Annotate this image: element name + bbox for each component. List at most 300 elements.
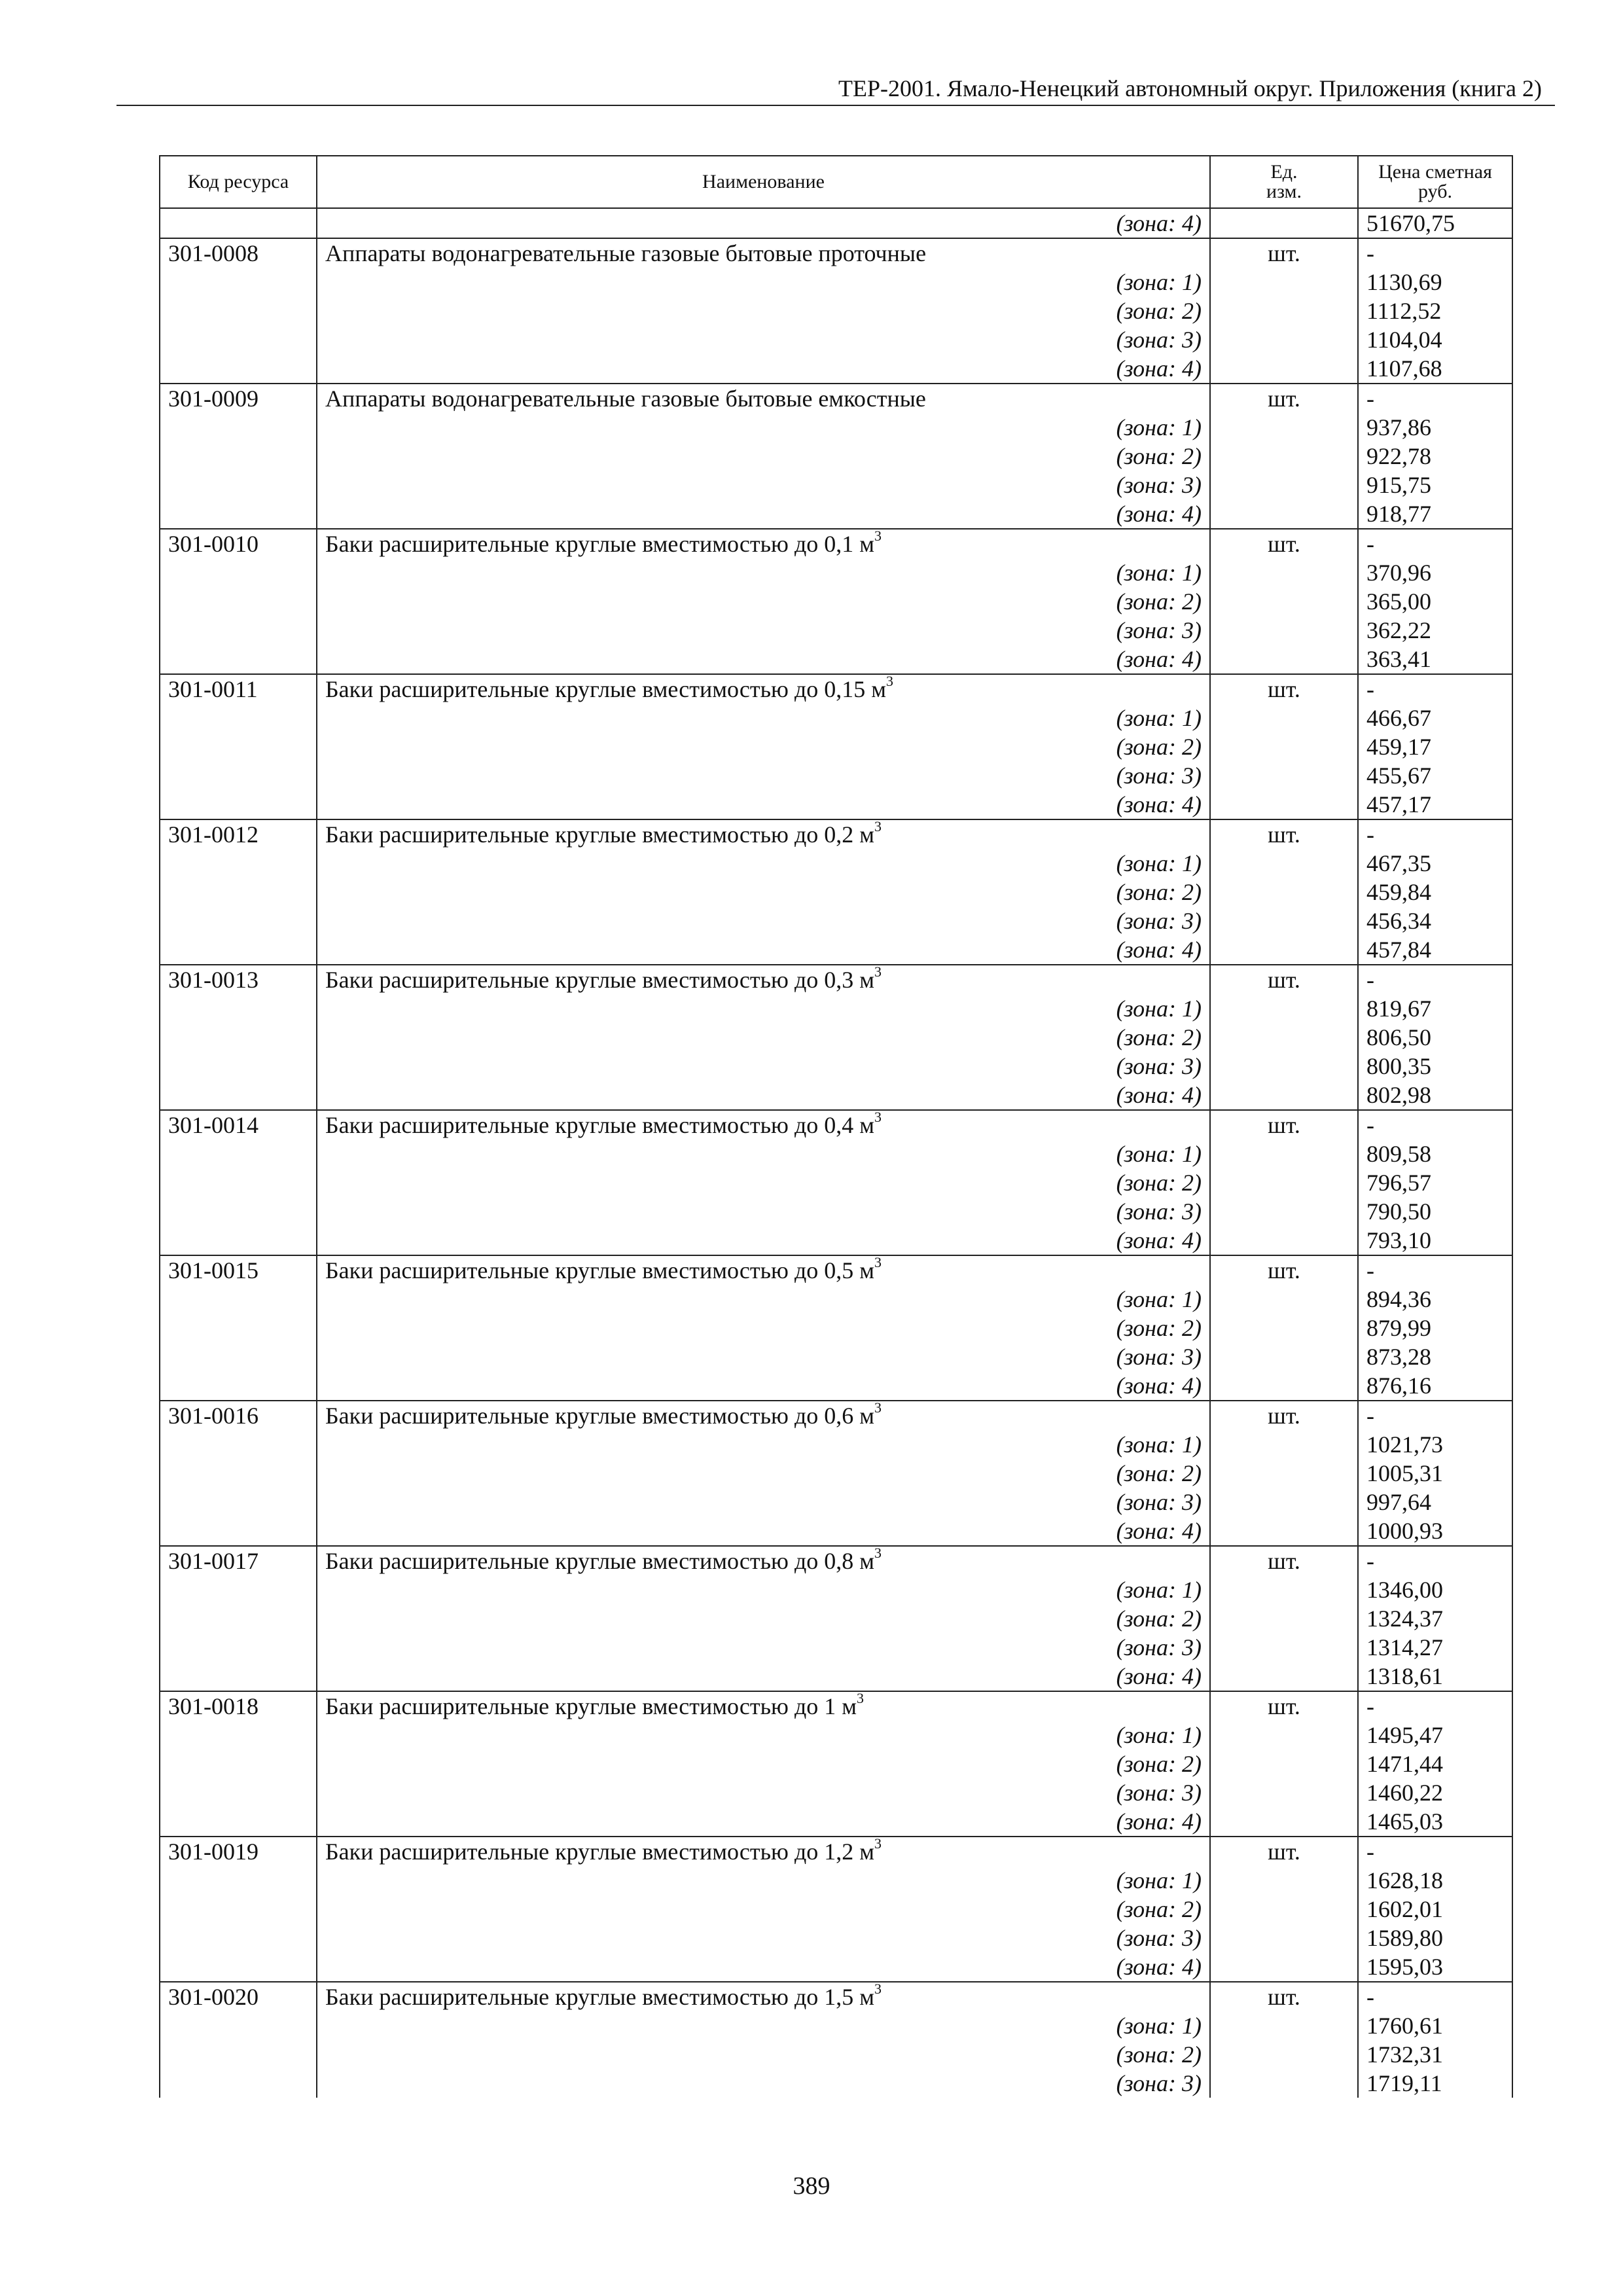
resource-code: 301-0010: [160, 529, 317, 558]
base-price: -: [1358, 674, 1512, 704]
zone-unit-cell: [1210, 1342, 1358, 1371]
header-title: ТЕР-2001. Ямало-Ненецкий автономный округ. Приложения (книга 2): [838, 75, 1542, 101]
zone-code-cell: [160, 325, 317, 354]
base-price: -: [1358, 1982, 1512, 2011]
zone-price: 466,67: [1358, 704, 1512, 732]
zone-row: [160, 413, 1512, 442]
zone-price: 806,50: [1358, 1023, 1512, 1052]
zone-price: 790,50: [1358, 1197, 1512, 1226]
zone-unit-cell: [1210, 1516, 1358, 1546]
zone-code-cell: [160, 1952, 317, 1982]
zone-price: 997,64: [1358, 1488, 1512, 1516]
zone-label: (зона: 1): [317, 849, 1210, 878]
zone-price: 1719,11: [1358, 2069, 1512, 2098]
zone-unit-cell: [1210, 1575, 1358, 1604]
zone-row: [160, 1342, 1512, 1371]
price-table: [159, 155, 1513, 2098]
zone-unit-cell: [1210, 1285, 1358, 1314]
zone-row: [160, 1866, 1512, 1895]
resource-code: 301-0012: [160, 819, 317, 849]
zone-code-cell: [160, 1430, 317, 1459]
zone-row: [160, 732, 1512, 761]
zone-row: [160, 587, 1512, 616]
unit-of-measure: шт.: [1210, 1691, 1358, 1721]
resource-name-text: Баки расширительные круглые вместимостью до 0,3 м: [325, 967, 875, 993]
zone-price: 1346,00: [1358, 1575, 1512, 1604]
zone-code-cell: [160, 268, 317, 296]
zone-code-cell: [160, 587, 317, 616]
resource-name-text: Баки расширительные круглые вместимостью до 0,5 м: [325, 1257, 875, 1283]
resource-name: [317, 1546, 1210, 1575]
zone-price: 457,17: [1358, 790, 1512, 819]
zone-code-cell: [160, 499, 317, 529]
resource-name-text: Баки расширительные круглые вместимостью до 0,4 м: [325, 1112, 875, 1138]
zone-row: [160, 2040, 1512, 2069]
zone-price: 1595,03: [1358, 1952, 1512, 1982]
zone-price: 467,35: [1358, 849, 1512, 878]
continuation-code-cell: [160, 208, 317, 238]
zone-label: (зона: 2): [317, 1168, 1210, 1197]
resource-name: [317, 1982, 1210, 2011]
zone-label: (зона: 2): [317, 732, 1210, 761]
zone-price: 802,98: [1358, 1081, 1512, 1110]
zone-label: (зона: 3): [317, 325, 1210, 354]
zone-row: [160, 1516, 1512, 1546]
base-price: -: [1358, 1837, 1512, 1866]
zone-label: (зона: 1): [317, 2011, 1210, 2040]
unit-superscript: 3: [874, 1546, 882, 1561]
zone-code-cell: [160, 761, 317, 790]
zone-unit-cell: [1210, 761, 1358, 790]
table-row: [160, 1255, 1512, 1285]
zone-label: (зона: 3): [317, 1052, 1210, 1081]
resource-name-text: Баки расширительные круглые вместимостью до 0,2 м: [325, 821, 875, 848]
zone-price: 1324,37: [1358, 1604, 1512, 1633]
unit-superscript: 3: [874, 1982, 882, 1997]
zone-row: [160, 1952, 1512, 1982]
zone-code-cell: [160, 2011, 317, 2040]
zone-price: 370,96: [1358, 558, 1512, 587]
zone-price: 456,34: [1358, 906, 1512, 935]
unit-of-measure: шт.: [1210, 1837, 1358, 1866]
unit-of-measure: шт.: [1210, 965, 1358, 994]
zone-row: [160, 761, 1512, 790]
zone-code-cell: [160, 1139, 317, 1168]
zone-row: [160, 1052, 1512, 1081]
table-row: [160, 384, 1512, 413]
zone-code-cell: [160, 1226, 317, 1255]
zone-row: [160, 616, 1512, 645]
unit-of-measure: шт.: [1210, 384, 1358, 413]
zone-price: 362,22: [1358, 616, 1512, 645]
zone-code-cell: [160, 1052, 317, 1081]
zone-label: (зона: 4): [317, 790, 1210, 819]
page-header: [116, 72, 1555, 106]
unit-superscript: 3: [874, 1255, 882, 1270]
zone-price: 459,84: [1358, 878, 1512, 906]
continuation-unit-cell: [1210, 208, 1358, 238]
column-header-price-line1: Цена сметная: [1378, 161, 1492, 183]
zone-code-cell: [160, 1516, 317, 1546]
zone-label: (зона: 4): [317, 499, 1210, 529]
zone-unit-cell: [1210, 442, 1358, 471]
zone-price: 796,57: [1358, 1168, 1512, 1197]
zone-label: (зона: 3): [317, 471, 1210, 499]
zone-unit-cell: [1210, 1778, 1358, 1807]
zone-label: (зона: 2): [317, 1895, 1210, 1924]
zone-price: 809,58: [1358, 1139, 1512, 1168]
zone-code-cell: [160, 354, 317, 384]
unit-superscript: 3: [874, 1110, 882, 1125]
base-price: -: [1358, 1255, 1512, 1285]
zone-unit-cell: [1210, 2011, 1358, 2040]
unit-of-measure: шт.: [1210, 819, 1358, 849]
zone-row: [160, 471, 1512, 499]
zone-unit-cell: [1210, 935, 1358, 965]
zone-row: [160, 1721, 1512, 1749]
resource-name-text: Баки расширительные круглые вместимостью до 0,15 м: [325, 676, 887, 702]
zone-row: [160, 1430, 1512, 1459]
column-header-price: [1358, 156, 1512, 208]
zone-label: (зона: 4): [317, 1807, 1210, 1837]
zone-unit-cell: [1210, 1749, 1358, 1778]
zone-row: [160, 2069, 1512, 2098]
zone-price: 793,10: [1358, 1226, 1512, 1255]
page-number: 389: [793, 2172, 830, 2200]
zone-code-cell: [160, 1633, 317, 1662]
zone-row: [160, 1139, 1512, 1168]
zone-price: 1021,73: [1358, 1430, 1512, 1459]
zone-price: 363,41: [1358, 645, 1512, 674]
zone-row: [160, 645, 1512, 674]
zone-price: 1130,69: [1358, 268, 1512, 296]
zone-unit-cell: [1210, 790, 1358, 819]
zone-row: [160, 878, 1512, 906]
resource-name: [317, 965, 1210, 994]
zone-label: (зона: 1): [317, 1575, 1210, 1604]
column-header-code: Код ресурса: [160, 156, 317, 208]
zone-row: [160, 994, 1512, 1023]
zone-unit-cell: [1210, 558, 1358, 587]
unit-superscript: 3: [874, 1401, 882, 1416]
resource-name: [317, 1110, 1210, 1139]
zone-row: [160, 442, 1512, 471]
unit-of-measure: шт.: [1210, 674, 1358, 704]
zone-code-cell: [160, 1081, 317, 1110]
zone-code-cell: [160, 1924, 317, 1952]
resource-name: [317, 1255, 1210, 1285]
base-price: -: [1358, 819, 1512, 849]
zone-label: (зона: 2): [317, 442, 1210, 471]
unit-of-measure: шт.: [1210, 1982, 1358, 2011]
zone-unit-cell: [1210, 1459, 1358, 1488]
zone-unit-cell: [1210, 1226, 1358, 1255]
zone-code-cell: [160, 442, 317, 471]
zone-code-cell: [160, 1778, 317, 1807]
zone-label: (зона: 2): [317, 1023, 1210, 1052]
zone-unit-cell: [1210, 1721, 1358, 1749]
zone-row: [160, 296, 1512, 325]
zone-label: (зона: 4): [317, 1952, 1210, 1982]
zone-row: [160, 1604, 1512, 1633]
zone-unit-cell: [1210, 268, 1358, 296]
zone-unit-cell: [1210, 732, 1358, 761]
zone-label: (зона: 3): [317, 1488, 1210, 1516]
zone-label: (зона: 3): [317, 2069, 1210, 2098]
zone-unit-cell: [1210, 471, 1358, 499]
zone-price: 455,67: [1358, 761, 1512, 790]
zone-label: (зона: 4): [317, 1662, 1210, 1691]
zone-label: (зона: 4): [317, 935, 1210, 965]
zone-code-cell: [160, 906, 317, 935]
column-header-name: Наименование: [317, 156, 1210, 208]
resource-name: [317, 384, 1210, 413]
base-price: -: [1358, 529, 1512, 558]
zone-price: 876,16: [1358, 1371, 1512, 1401]
zone-row: [160, 1633, 1512, 1662]
zone-label: (зона: 1): [317, 268, 1210, 296]
zone-price: 1318,61: [1358, 1662, 1512, 1691]
zone-label: (зона: 3): [317, 906, 1210, 935]
zone-unit-cell: [1210, 1895, 1358, 1924]
column-header-unit-line1: Ед.: [1270, 161, 1298, 183]
unit-of-measure: шт.: [1210, 1255, 1358, 1285]
table-row: [160, 965, 1512, 994]
zone-label: (зона: 1): [317, 994, 1210, 1023]
zone-row: [160, 1488, 1512, 1516]
zone-code-cell: [160, 1749, 317, 1778]
unit-of-measure: шт.: [1210, 529, 1358, 558]
zone-unit-cell: [1210, 1314, 1358, 1342]
zone-label: (зона: 3): [317, 1633, 1210, 1662]
zone-code-cell: [160, 296, 317, 325]
resource-code: 301-0020: [160, 1982, 317, 2011]
zone-label: (зона: 4): [317, 1081, 1210, 1110]
zone-price: 879,99: [1358, 1314, 1512, 1342]
zone-label: (зона: 3): [317, 1342, 1210, 1371]
zone-unit-cell: [1210, 906, 1358, 935]
table-row: [160, 1110, 1512, 1139]
zone-label: (зона: 2): [317, 878, 1210, 906]
zone-code-cell: [160, 1895, 317, 1924]
unit-superscript: 3: [874, 819, 882, 834]
zone-unit-cell: [1210, 878, 1358, 906]
zone-code-cell: [160, 849, 317, 878]
zone-row: [160, 1807, 1512, 1837]
table-row: [160, 238, 1512, 268]
zone-unit-cell: [1210, 1168, 1358, 1197]
zone-label: (зона: 1): [317, 1139, 1210, 1168]
zone-row: [160, 354, 1512, 384]
zone-unit-cell: [1210, 587, 1358, 616]
zone-unit-cell: [1210, 616, 1358, 645]
zone-row: [160, 2011, 1512, 2040]
zone-label: (зона: 4): [317, 1226, 1210, 1255]
zone-label: (зона: 4): [317, 1516, 1210, 1546]
unit-superscript: 3: [886, 674, 894, 689]
table-row: [160, 1982, 1512, 2011]
zone-price: 1314,27: [1358, 1633, 1512, 1662]
resource-code: 301-0009: [160, 384, 317, 413]
resource-name-text: Баки расширительные круглые вместимостью до 0,6 м: [325, 1403, 875, 1429]
zone-unit-cell: [1210, 325, 1358, 354]
zone-code-cell: [160, 413, 317, 442]
zone-code-cell: [160, 935, 317, 965]
zone-unit-cell: [1210, 499, 1358, 529]
zone-row: [160, 1575, 1512, 1604]
zone-row: [160, 790, 1512, 819]
zone-code-cell: [160, 790, 317, 819]
zone-label: (зона: 1): [317, 704, 1210, 732]
resource-code: 301-0017: [160, 1546, 317, 1575]
zone-price: 457,84: [1358, 935, 1512, 965]
zone-unit-cell: [1210, 1633, 1358, 1662]
zone-row: [160, 1749, 1512, 1778]
base-price: -: [1358, 1546, 1512, 1575]
zone-price: 1495,47: [1358, 1721, 1512, 1749]
zone-code-cell: [160, 1342, 317, 1371]
zone-label: (зона: 3): [317, 1924, 1210, 1952]
zone-price: 800,35: [1358, 1052, 1512, 1081]
table-row: [160, 1691, 1512, 1721]
zone-price: 459,17: [1358, 732, 1512, 761]
zone-row: [160, 1459, 1512, 1488]
zone-label: (зона: 2): [317, 1749, 1210, 1778]
unit-of-measure: шт.: [1210, 238, 1358, 268]
unit-superscript: 3: [857, 1691, 865, 1706]
zone-unit-cell: [1210, 1197, 1358, 1226]
resource-name: [317, 238, 1210, 268]
zone-code-cell: [160, 558, 317, 587]
zone-code-cell: [160, 2069, 317, 2098]
unit-of-measure: шт.: [1210, 1401, 1358, 1430]
zone-code-cell: [160, 1662, 317, 1691]
base-price: -: [1358, 384, 1512, 413]
resource-code: 301-0008: [160, 238, 317, 268]
zone-price: 1589,80: [1358, 1924, 1512, 1952]
zone-unit-cell: [1210, 645, 1358, 674]
zone-label: (зона: 1): [317, 558, 1210, 587]
zone-price: 819,67: [1358, 994, 1512, 1023]
zone-row: [160, 1924, 1512, 1952]
base-price: -: [1358, 965, 1512, 994]
zone-row: [160, 1778, 1512, 1807]
zone-code-cell: [160, 471, 317, 499]
zone-label: (зона: 3): [317, 1778, 1210, 1807]
zone-price: 1465,03: [1358, 1807, 1512, 1837]
table-row: [160, 819, 1512, 849]
zone-unit-cell: [1210, 1488, 1358, 1516]
zone-price: 894,36: [1358, 1285, 1512, 1314]
zone-unit-cell: [1210, 1023, 1358, 1052]
zone-unit-cell: [1210, 1952, 1358, 1982]
zone-code-cell: [160, 1197, 317, 1226]
zone-code-cell: [160, 1866, 317, 1895]
zone-unit-cell: [1210, 1139, 1358, 1168]
zone-code-cell: [160, 2040, 317, 2069]
zone-row: [160, 1168, 1512, 1197]
base-price: -: [1358, 1401, 1512, 1430]
zone-unit-cell: [1210, 1866, 1358, 1895]
resource-name-text: Баки расширительные круглые вместимостью до 1 м: [325, 1693, 857, 1719]
zone-label: (зона: 4): [317, 645, 1210, 674]
table-row: [160, 1401, 1512, 1430]
zone-unit-cell: [1210, 1604, 1358, 1633]
zone-row: [160, 906, 1512, 935]
table-row: [160, 529, 1512, 558]
resource-code: 301-0018: [160, 1691, 317, 1721]
zone-row: [160, 704, 1512, 732]
zone-unit-cell: [1210, 1052, 1358, 1081]
column-header-price-line2: руб.: [1418, 181, 1452, 202]
resource-name-text: Аппараты водонагревательные газовые бытовые емкостные: [325, 386, 926, 412]
zone-unit-cell: [1210, 1081, 1358, 1110]
zone-row: [160, 1023, 1512, 1052]
zone-unit-cell: [1210, 413, 1358, 442]
zone-code-cell: [160, 1604, 317, 1633]
zone-label: (зона: 1): [317, 413, 1210, 442]
zone-unit-cell: [1210, 994, 1358, 1023]
zone-label: (зона: 2): [317, 2040, 1210, 2069]
zone-label: (зона: 3): [317, 1197, 1210, 1226]
zone-row: [160, 1314, 1512, 1342]
zone-price: 915,75: [1358, 471, 1512, 499]
zone-price: 1732,31: [1358, 2040, 1512, 2069]
zone-code-cell: [160, 1168, 317, 1197]
zone-row: [160, 1197, 1512, 1226]
zone-unit-cell: [1210, 2069, 1358, 2098]
zone-label: (зона: 1): [317, 1866, 1210, 1895]
zone-price: 1460,22: [1358, 1778, 1512, 1807]
zone-unit-cell: [1210, 1371, 1358, 1401]
zone-label: (зона: 4): [317, 354, 1210, 384]
zone-unit-cell: [1210, 704, 1358, 732]
zone-code-cell: [160, 732, 317, 761]
zone-code-cell: [160, 1371, 317, 1401]
base-price: -: [1358, 1110, 1512, 1139]
continuation-row: [160, 208, 1512, 238]
table-row: [160, 1837, 1512, 1866]
zone-price: 1000,93: [1358, 1516, 1512, 1546]
zone-row: [160, 268, 1512, 296]
resource-name-text: Баки расширительные круглые вместимостью до 1,5 м: [325, 1984, 875, 2010]
unit-superscript: 3: [874, 1837, 882, 1852]
resource-code: 301-0013: [160, 965, 317, 994]
table-row: [160, 1546, 1512, 1575]
resource-code: 301-0011: [160, 674, 317, 704]
zone-price: 1107,68: [1358, 354, 1512, 384]
zone-code-cell: [160, 645, 317, 674]
zone-code-cell: [160, 994, 317, 1023]
zone-code-cell: [160, 1285, 317, 1314]
zone-row: [160, 1371, 1512, 1401]
zone-price: 1628,18: [1358, 1866, 1512, 1895]
zone-row: [160, 558, 1512, 587]
resource-name: [317, 1837, 1210, 1866]
resource-code: 301-0016: [160, 1401, 317, 1430]
zone-price: 1112,52: [1358, 296, 1512, 325]
zone-row: [160, 325, 1512, 354]
zone-row: [160, 499, 1512, 529]
zone-label: (зона: 2): [317, 587, 1210, 616]
zone-unit-cell: [1210, 354, 1358, 384]
base-price: -: [1358, 238, 1512, 268]
unit-superscript: 3: [874, 965, 882, 980]
base-price: -: [1358, 1691, 1512, 1721]
zone-label: (зона: 2): [317, 296, 1210, 325]
resource-name: [317, 1401, 1210, 1430]
zone-label: (зона: 1): [317, 1430, 1210, 1459]
